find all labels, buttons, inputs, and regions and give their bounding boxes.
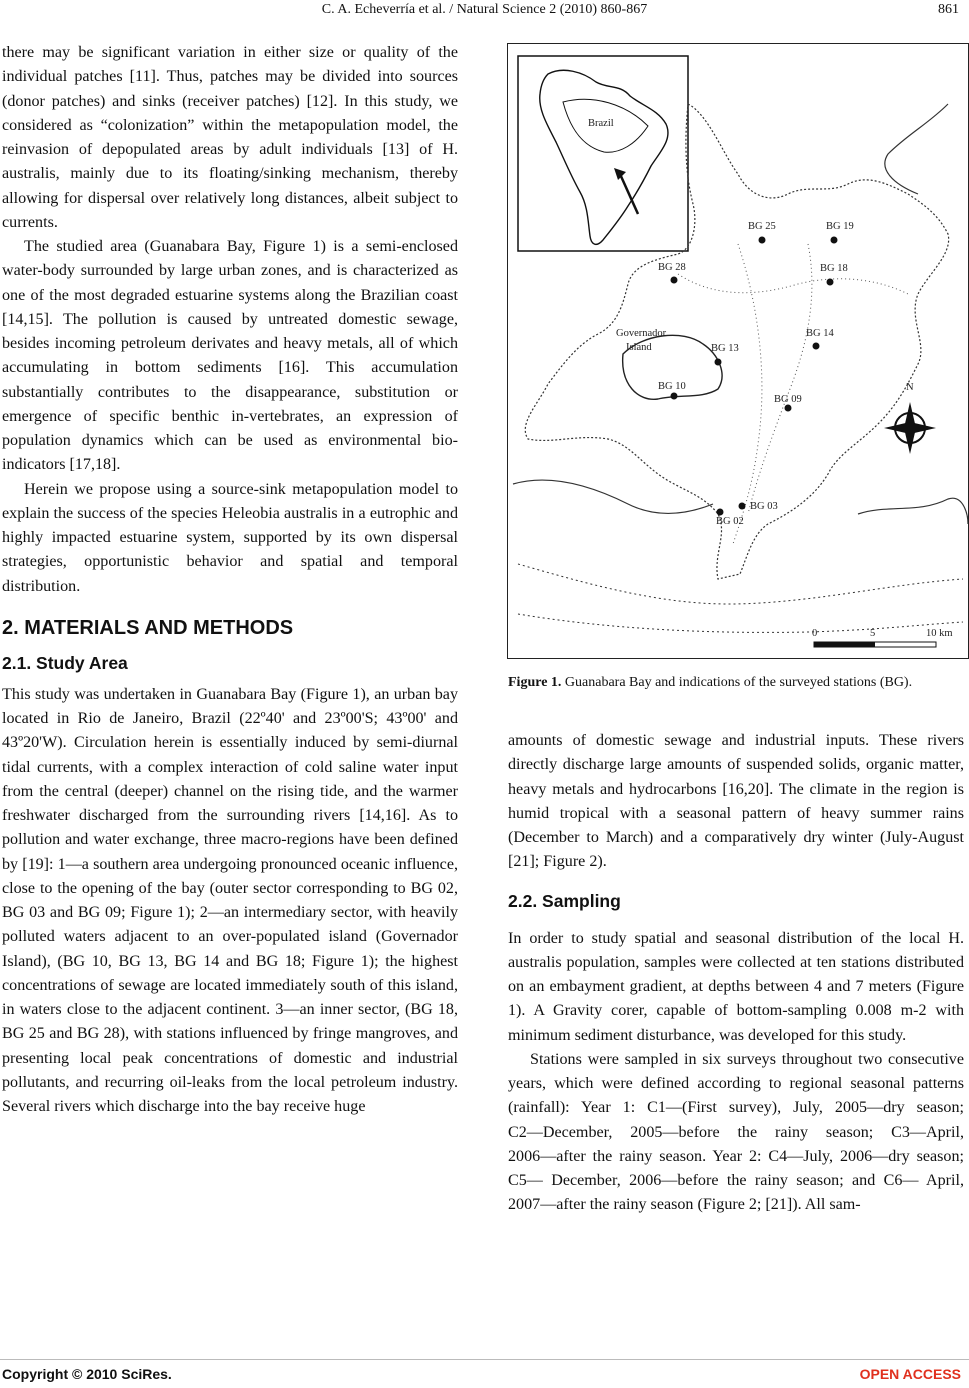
scale-label: 0 [812, 628, 818, 639]
coast-west [513, 480, 713, 513]
inset-label: Brazil [588, 118, 614, 129]
paragraph: The studied area (Guanabara Bay, Figure 1) is a semi-enclosed water-body surrounded by large urban zones, and is characterized as one of the most degraded estuarine systems along the Brazilian coast [14,15]. The pollution is caused by untreated domestic sewage, besides incoming petroleum derivates and heavy metals, all of which accumulating in bottom sediments [16]. This accumulation substantially contributes to the disappearance, substitution or emergence of specific benthic in-vertebrates, an expression of population dynamics which can be used as environmental bio-indicators [17,18]. [2, 238, 458, 474]
figure-caption [508, 673, 964, 693]
channel [678, 274, 908, 294]
coast-south [858, 498, 968, 524]
footer-copyright: Copyright © 2010 SciRes. [2, 1366, 172, 1382]
paragraph: there may be significant variation in either size or quality of the individual patches [11]. Thus, patches may be divided into sources (donor patches) and sinks (receiver patches) [12]. In this study, we considered as “colonization” within the metapopulation model, the reinvasion of depopulated areas by adult individuals [13] of H. australis, mainly due to its floating/sinking mechanism, thereby allowing for dispersal over relatively long distances, albeit subject to currents. [2, 44, 458, 231]
bathymetry-line [518, 564, 963, 604]
figure-map [507, 43, 969, 659]
station-marker [658, 262, 686, 284]
station-label: BG 02 [716, 516, 744, 527]
station-marker [806, 328, 834, 350]
island-label: Island [626, 342, 652, 353]
subsection-heading: 2.2. Sampling [508, 890, 621, 911]
subsection-heading: 2.1. Study Area [2, 652, 128, 673]
caption-text: Guanabara Bay and indications of the surveyed stations (BG). [561, 675, 913, 690]
page-number: 861 [938, 2, 959, 17]
station-marker [739, 501, 778, 512]
scale-label: 10 km [926, 628, 953, 639]
station-label: BG 03 [750, 501, 778, 512]
station-label: BG 19 [826, 221, 854, 232]
station-marker [774, 394, 802, 412]
station-label: BG 14 [806, 328, 834, 339]
paragraph: In order to study spatial and seasonal distribution of the local H. australis population, samples were collected at ten stations distributed on an embayment gradient, at depths between 4 and 7 meters (Figure 1). A Gravity corer, capable of bottom-sampling 0.008 m-2 with minimum sediment disturbance, was developed for this study. [508, 929, 964, 1044]
station-marker [820, 263, 848, 286]
caption-label: Figure 1. [508, 675, 562, 690]
station-label: BG 09 [774, 394, 802, 405]
station-label: BG 10 [658, 381, 686, 392]
station-marker [748, 221, 776, 244]
page-header [0, 2, 969, 22]
island-label: Governador [616, 328, 667, 339]
channel [733, 244, 762, 544]
coast-river [885, 104, 948, 194]
section-heading: 2. MATERIALS AND METHODS [2, 616, 294, 639]
station-marker [711, 343, 739, 366]
north-label: N [906, 382, 914, 393]
paragraph: amounts of domestic sewage and industrial inputs. These rivers directly discharge large amounts of suspended solids, organic matter, heavy metals and hydrocarbons [16,20]. The climate in the region is humid tropical with a seasonal pattern of heavy summer rains (December to March) and a comparatively dry winter (July-August [21]; Figure 2). [508, 732, 964, 871]
scale-label: 5 [870, 628, 876, 639]
station-marker [716, 509, 744, 528]
station-marker [826, 221, 854, 244]
bay-map-svg [508, 44, 968, 658]
paragraph: This study was undertaken in Guanabara Bay (Figure 1), an urban bay located in Rio de Janeiro, Brazil (22º40' and 23º00'S; 43º00' and 43º20'W). Circulation herein is essentially induced by semi-diurnal tidal currents, with a complex interaction of cold saline water input from the central (deeper) channel on the rising tide, and the warmer freshwater discharged from the surrounding rivers [14,16]. As to pollution and water exchange, three macro-regions have been defined by [19]: 1―a southern area undergoing pronounced oceanic influence, close to the opening of the bay (outer sector corresponding to BG 02, BG 03 and BG 09; Figure 1); 2―an intermediary sector, with heavily polluted waters adjacent to an over-populated island (Governador Island), (BG 10, BG 13, BG 14 and BG 18; Figure 1); the highest concentrations of sewage are located immediately south of this island, in waters close to the adjacent continent. 3―an inner sector, (BG 18, BG 25 and BG 28), with stations influenced by fringe mangroves, and presenting local peak concentrations of domestic and industrial pollutants, and recurring oil-leaks from the local petroleum industry. Several rivers which discharge into the bay receive huge [2, 685, 458, 1115]
right-column [508, 729, 964, 1218]
compass-icon [884, 382, 936, 454]
station-label: BG 28 [658, 262, 686, 273]
footer-divider [0, 1359, 969, 1360]
bathymetry-line [518, 614, 963, 632]
running-head: C. A. Echeverría et al. / Natural Science 2 (2010) 860-867 [321, 2, 648, 17]
paragraph: Stations were sampled in six surveys throughout two consecutive years, which were defined according to regional seasonal patterns (rainfall): Year 1: C1―(First survey), July, 2005―dry season; C2―December, 2005―before the rainy season; C3―April, 2006―after the rainy season. Year 2: C4―July, 2006―dry season; C5― December, 2006―before the rainy season; and C6― April, 2007―after the rainy season (Figure 2; [21]). All sam- [508, 1050, 964, 1214]
station-label: BG 18 [820, 263, 848, 274]
footer-open-access: OPEN ACCESS [859, 1366, 961, 1382]
station-label: BG 25 [748, 221, 776, 232]
channel [748, 244, 812, 514]
station-label: BG 13 [711, 343, 739, 354]
left-column [2, 41, 458, 1119]
paragraph: Herein we propose using a source-sink metapopulation model to explain the success of the species Heleobia australis in a eutrophic and highly impacted estuarine system, supported by its own dispersal strategies, opportunistic behavior and spatial and temporal distribution. [2, 480, 458, 595]
